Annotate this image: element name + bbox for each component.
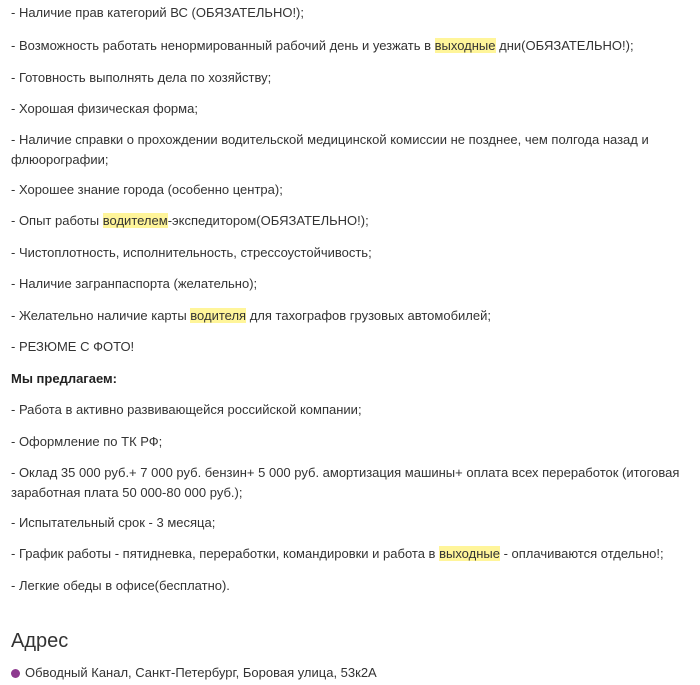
search-highlight: водителя — [190, 308, 247, 323]
requirement-text: - Наличие загранпаспорта (желательно); — [11, 276, 258, 291]
offer-item — [11, 400, 681, 420]
search-highlight: выходные — [439, 546, 500, 561]
requirement-text: - РЕЗЮМЕ С ФОТО! — [11, 339, 135, 354]
requirement-item — [11, 99, 681, 119]
requirement-item — [11, 274, 681, 294]
requirement-item — [11, 180, 681, 200]
offer-item — [11, 576, 681, 596]
requirement-text: - Наличие справки о прохождении водительской медицинской комиссии не позднее, чем полгода назад и флюорографии; — [11, 132, 649, 167]
requirement-item — [11, 36, 681, 56]
search-highlight: выходные — [434, 38, 496, 53]
requirement-text: - Желательно наличие карты — [11, 308, 191, 323]
offer-item — [11, 544, 681, 564]
requirement-item — [11, 306, 681, 326]
metro-dot-icon — [11, 669, 20, 678]
address-text: Обводный Канал, Санкт-Петербург, Боровая улица, 53к2А — [25, 665, 377, 680]
offer-text: - Легкие обеды в офисе(бесплатно). — [11, 578, 230, 593]
requirement-item — [11, 130, 681, 170]
requirement-text: - Готовность выполнять дела по хозяйству; — [11, 70, 272, 85]
requirement-text: - Хорошая физическая форма; — [11, 101, 198, 116]
requirement-text: - Наличие прав категорий ВС (ОБЯЗАТЕЛЬНО!); — [11, 5, 304, 20]
requirement-item — [11, 68, 681, 88]
requirement-text: -экспедитором(ОБЯЗАТЕЛЬНО!); — [167, 213, 369, 228]
offer-text: - Оклад 35 000 руб.+ 7 000 руб. бензин+ 5 000 руб. амортизация машины+ оплата всех переработок (итоговая заработная плата 50 000-80 000 руб.); — [11, 465, 680, 500]
address-row — [11, 663, 377, 683]
offer-text: - оплачиваются отдельно!; — [499, 546, 664, 561]
requirement-item — [11, 211, 681, 231]
requirement-item — [11, 3, 681, 23]
offer-text: - График работы - пятидневка, переработки, командировки и работа в — [11, 546, 440, 561]
offer-heading: Мы предлагаем: — [11, 371, 117, 386]
requirement-item — [11, 243, 681, 263]
requirement-text: - Возможность работать ненормированный рабочий день и уезжать в — [11, 38, 435, 53]
search-highlight: водителем — [102, 213, 168, 228]
requirement-text: - Чистоплотность, исполнительность, стрессоустойчивость; — [11, 245, 372, 260]
requirement-text: дни(ОБЯЗАТЕЛЬНО!); — [495, 38, 634, 53]
offer-text: - Оформление по ТК РФ; — [11, 434, 163, 449]
offer-item — [11, 432, 681, 452]
requirement-item — [11, 337, 681, 357]
offer-item — [11, 513, 681, 533]
requirement-text: для тахографов грузовых автомобилей; — [246, 308, 491, 323]
requirement-text: - Опыт работы — [11, 213, 103, 228]
requirement-text: - Хорошее знание города (особенно центра); — [11, 182, 283, 197]
offer-text: - Испытательный срок - 3 месяца; — [11, 515, 216, 530]
offer-item — [11, 463, 681, 503]
address-title: Адрес — [11, 630, 69, 652]
offer-text: - Работа в активно развивающейся российской компании; — [11, 402, 362, 417]
